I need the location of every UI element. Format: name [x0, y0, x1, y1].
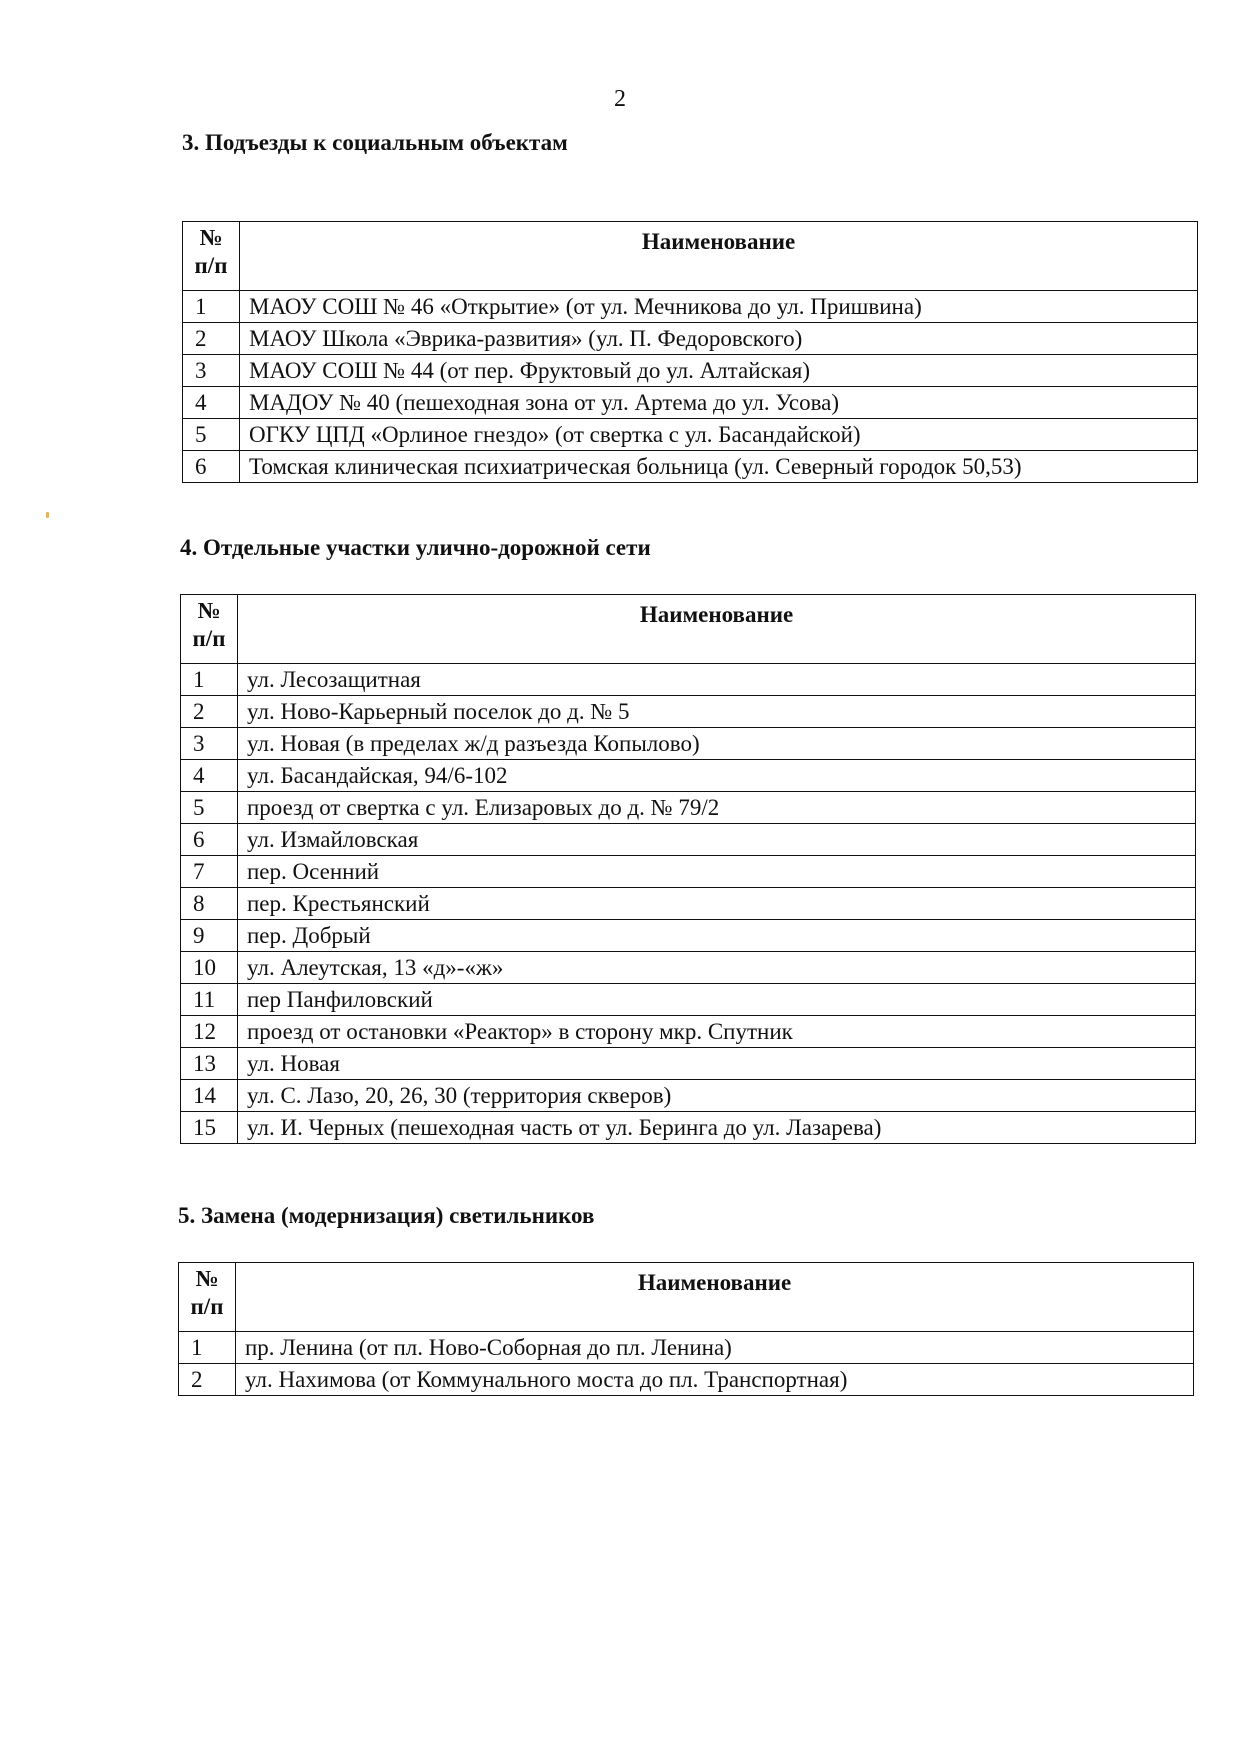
table-header-row — [181, 595, 1196, 664]
table-row — [181, 824, 1196, 856]
row-name: ул. Новая — [238, 1048, 1196, 1080]
row-number: 7 — [181, 856, 238, 888]
table-header-row — [179, 1263, 1194, 1332]
row-name: пр. Ленина (от пл. Ново-Соборная до пл. Ленина) — [236, 1332, 1194, 1364]
row-number: 5 — [183, 419, 240, 451]
column-header-number: № п/п — [183, 222, 240, 291]
row-number: 3 — [183, 355, 240, 387]
table-row — [183, 451, 1198, 483]
row-number: 1 — [179, 1332, 236, 1364]
row-name: ул. Басандайская, 94/6-102 — [238, 760, 1196, 792]
column-header-name: Наименование — [240, 222, 1198, 291]
row-number: 11 — [181, 984, 238, 1016]
table-row — [181, 1112, 1196, 1144]
row-name: пер. Добрый — [238, 920, 1196, 952]
table-row — [181, 984, 1196, 1016]
row-name: МАОУ Школа «Эврика-развития» (ул. П. Федоровского) — [240, 323, 1198, 355]
row-name: МАОУ СОШ № 46 «Открытие» (от ул. Мечникова до ул. Пришвина) — [240, 291, 1198, 323]
section-table — [180, 594, 1196, 1144]
row-number: 4 — [183, 387, 240, 419]
row-name: ул. Лесозащитная — [238, 664, 1196, 696]
row-number: 14 — [181, 1080, 238, 1112]
row-number: 13 — [181, 1048, 238, 1080]
table-row — [181, 760, 1196, 792]
table-row — [181, 856, 1196, 888]
column-header-name: Наименование — [238, 595, 1196, 664]
table-row — [181, 952, 1196, 984]
row-name: ОГКУ ЦПД «Орлиное гнездо» (от свертка с ул. Басандайской) — [240, 419, 1198, 451]
row-number: 2 — [183, 323, 240, 355]
column-header-name: Наименование — [236, 1263, 1194, 1332]
table-row — [181, 1080, 1196, 1112]
row-number: 10 — [181, 952, 238, 984]
section-title: 5. Замена (модернизация) светильников — [178, 1203, 595, 1228]
section-table — [178, 1262, 1194, 1396]
row-number: 5 — [181, 792, 238, 824]
section-table — [182, 221, 1198, 483]
row-name: проезд от свертка с ул. Елизаровых до д. № 79/2 — [238, 792, 1196, 824]
table-row — [179, 1332, 1194, 1364]
row-name: ул. Измайловская — [238, 824, 1196, 856]
table-row — [181, 792, 1196, 824]
column-header-number: № п/п — [179, 1263, 236, 1332]
table-row — [181, 728, 1196, 760]
row-name: ул. Нахимова (от Коммунального моста до пл. Транспортная) — [236, 1364, 1194, 1396]
row-name: пер. Осенний — [238, 856, 1196, 888]
row-name: ул. Ново-Карьерный поселок до д. № 5 — [238, 696, 1196, 728]
row-name: ул. Новая (в пределах ж/д разъезда Копылово) — [238, 728, 1196, 760]
row-number: 9 — [181, 920, 238, 952]
row-name: МАОУ СОШ № 44 (от пер. Фруктовый до ул. Алтайская) — [240, 355, 1198, 387]
section-title: 4. Отдельные участки улично-дорожной сети — [180, 535, 651, 560]
table-row — [183, 419, 1198, 451]
table-row — [181, 696, 1196, 728]
row-number: 6 — [183, 451, 240, 483]
row-number: 1 — [183, 291, 240, 323]
table-row — [179, 1364, 1194, 1396]
scan-speck — [46, 512, 49, 518]
column-header-number: № п/п — [181, 595, 238, 664]
table-row — [181, 664, 1196, 696]
row-name: МАДОУ № 40 (пешеходная зона от ул. Артема до ул. Усова) — [240, 387, 1198, 419]
table-row — [181, 1016, 1196, 1048]
table-row — [183, 291, 1198, 323]
table-row — [183, 355, 1198, 387]
row-name: пер. Крестьянский — [238, 888, 1196, 920]
row-number: 8 — [181, 888, 238, 920]
row-number: 2 — [179, 1364, 236, 1396]
row-name: ул. С. Лазо, 20, 26, 30 (территория скверов) — [238, 1080, 1196, 1112]
row-name: пер Панфиловский — [238, 984, 1196, 1016]
row-number: 6 — [181, 824, 238, 856]
row-number: 15 — [181, 1112, 238, 1144]
row-number: 12 — [181, 1016, 238, 1048]
row-name: ул. И. Черных (пешеходная часть от ул. Беринга до ул. Лазарева) — [238, 1112, 1196, 1144]
table-row — [183, 323, 1198, 355]
section-title: 3. Подъезды к социальным объектам — [182, 130, 568, 155]
row-number: 4 — [181, 760, 238, 792]
row-number: 1 — [181, 664, 238, 696]
table-row — [183, 387, 1198, 419]
table-row — [181, 920, 1196, 952]
page-number: 2 — [614, 86, 626, 112]
row-number: 3 — [181, 728, 238, 760]
row-name: Томская клиническая психиатрическая больница (ул. Северный городок 50,53) — [240, 451, 1198, 483]
row-name: ул. Алеутская, 13 «д»-«ж» — [238, 952, 1196, 984]
row-number: 2 — [181, 696, 238, 728]
table-row — [181, 1048, 1196, 1080]
table-row — [181, 888, 1196, 920]
row-name: проезд от остановки «Реактор» в сторону мкр. Спутник — [238, 1016, 1196, 1048]
table-header-row — [183, 222, 1198, 291]
